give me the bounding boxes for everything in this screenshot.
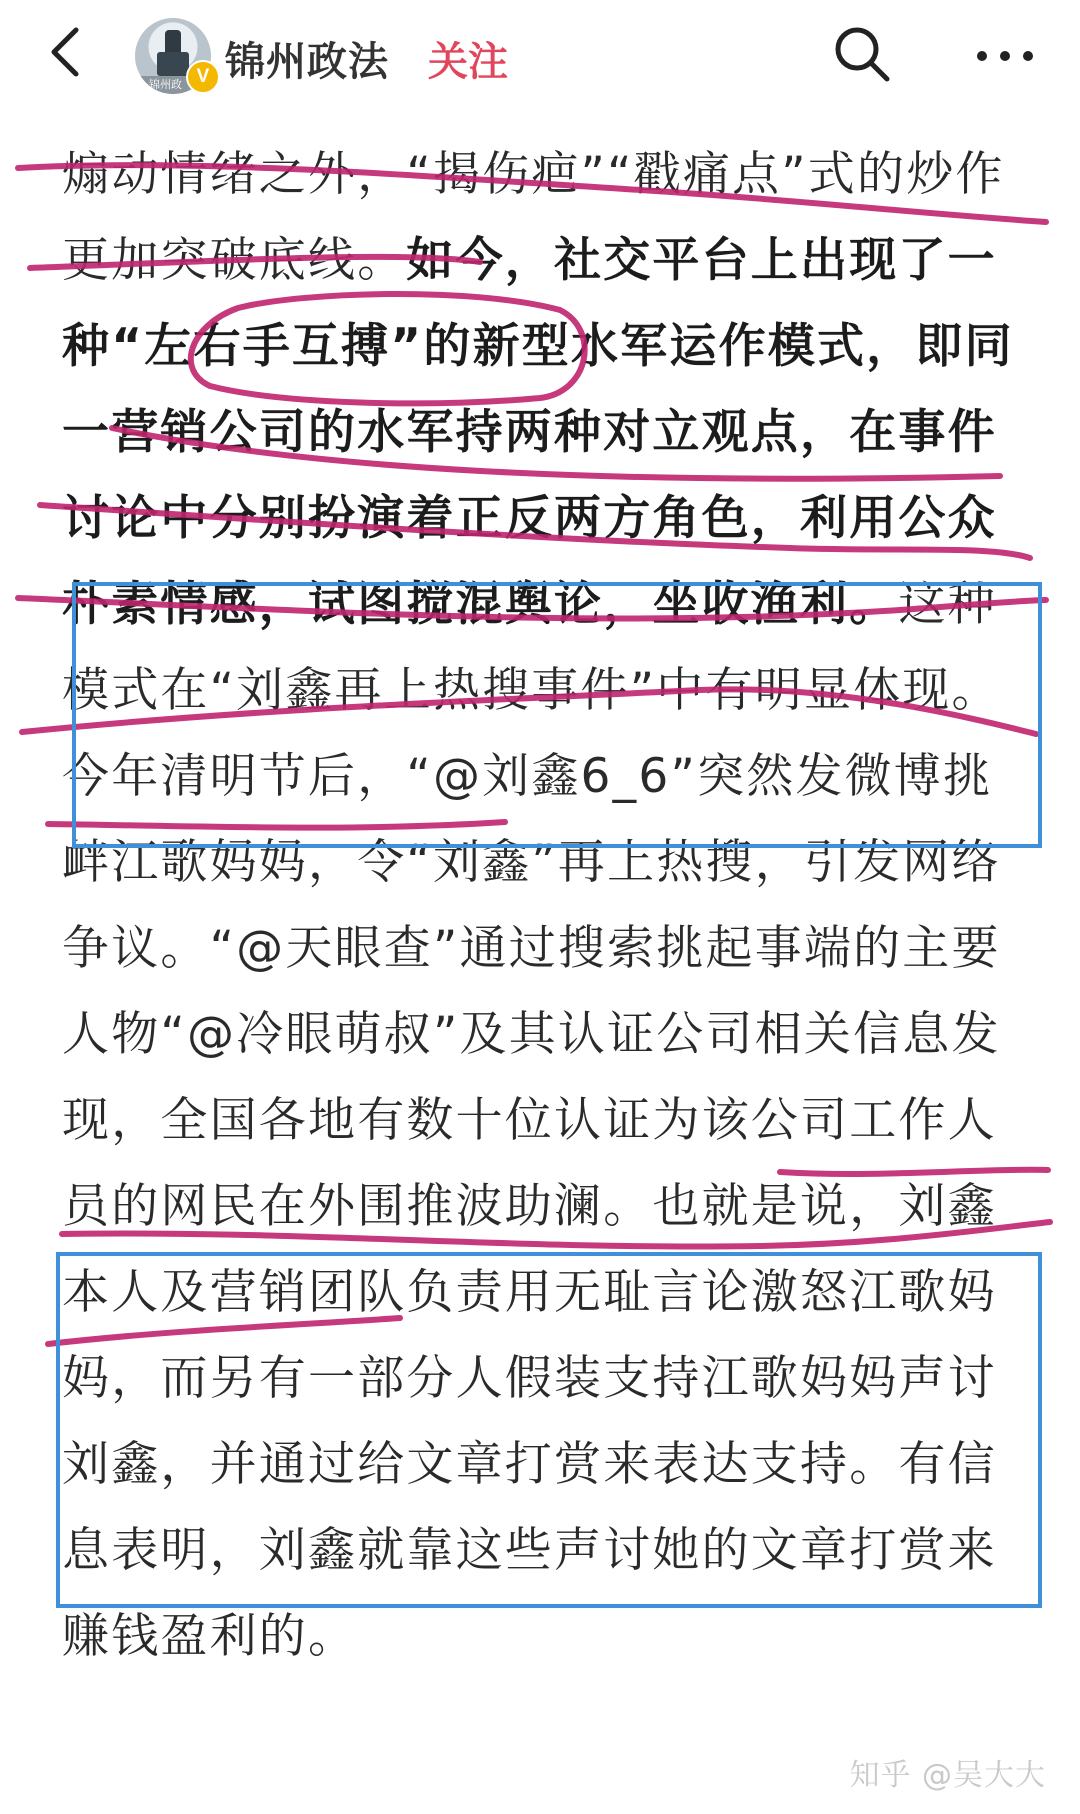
more-icon[interactable]	[970, 22, 1040, 86]
article-text-normal: 这种模式在“刘鑫再上热搜事件”中有明显体现。今年清明节后，“@刘鑫6_6”突然发微博挑衅江歌妈妈，令“刘鑫”再上热搜，引发网络争议。“@天眼查”通过搜索挑起事端的主要人物“@冷眼萌叔”及其认证公司相关信息发现，全国各地有数十位认证为该公司工作人员的网民在外围推波助澜。也就是说，刘鑫本人及营销团队负责用无耻言论激怒江歌妈妈，而另有一部分人假装支持江歌妈妈声讨刘鑫，并通过给文章打赏来表达支持。有信息表明，刘鑫就靠这些声讨她的文章打赏来赚钱盈利的。	[62, 577, 1001, 1664]
top-bar	[0, 0, 1080, 110]
article-paragraph	[62, 132, 1022, 1680]
article-text-normal: 煽动情绪之外，“揭伤疤”“戳痛点”式的炒作更加突破底线。	[62, 147, 1005, 288]
avatar-caption: 锦州政	[149, 78, 182, 91]
avatar-tower-base-shape	[157, 52, 189, 76]
account-name[interactable]: 锦州政法	[225, 39, 389, 85]
back-arrow-icon[interactable]	[38, 22, 98, 82]
zhihu-watermark: 知乎 @吴大大	[849, 1758, 1046, 1793]
follow-button[interactable]: 关注	[428, 39, 508, 85]
article-body	[62, 132, 1022, 1680]
article-text-bold: 如今，社交平台上出现了一种“左右手互搏”的新型水军运作模式，即同一营销公司的水军持两种对立观点，在事件讨论中分别扮演着正反两方角色，利用公众朴素情感，试图搅混舆论，坐收渔利。	[62, 233, 1014, 632]
verified-badge-icon: V	[186, 60, 220, 94]
search-icon[interactable]	[830, 22, 894, 86]
